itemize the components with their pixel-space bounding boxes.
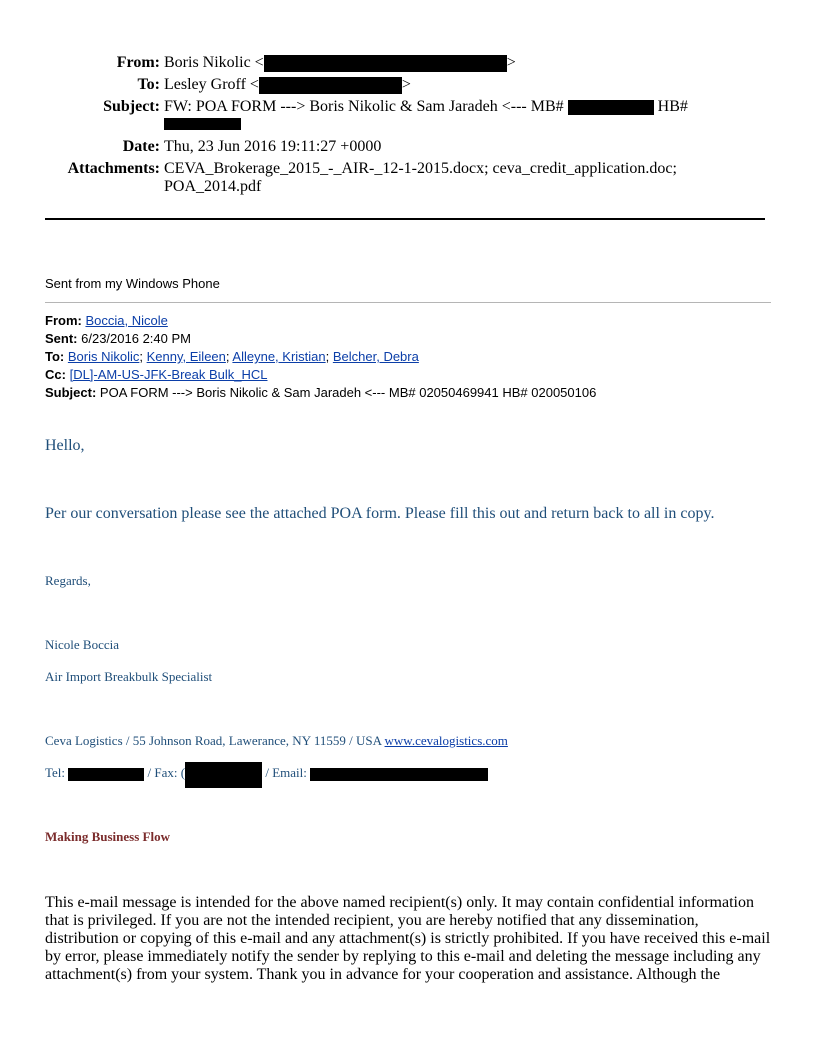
redacted-email — [264, 55, 507, 72]
sender-link[interactable]: Boccia, Nicole — [85, 313, 168, 328]
redacted-phone — [68, 768, 144, 781]
recipient-link[interactable]: Alleyne, Kristian — [232, 349, 326, 364]
subject-value — [164, 98, 764, 116]
redacted-email — [259, 77, 402, 94]
fax-label: / Fax: ( — [147, 765, 186, 780]
tel-label: Tel: — [45, 765, 66, 780]
forward-cc-row — [45, 366, 268, 384]
company-address: Ceva Logistics / 55 Johnson Road, Lawerance, NY 11559 / USA — [45, 733, 382, 748]
subject-text: FW: POA FORM ---> Boris Nikolic & Sam Jaradeh <--- MB# — [164, 98, 564, 115]
company-slogan: Making Business Flow — [45, 829, 170, 844]
forward-subject-row — [45, 384, 596, 402]
cc-link[interactable]: [DL]-AM-US-JFK-Break Bulk_HCL — [69, 367, 268, 382]
message-text: Per our conversation please see the attached POA form. Please fill this out and return back to all in copy. — [45, 505, 715, 522]
recipient-link[interactable]: Kenny, Eileen — [146, 349, 226, 364]
subject-label: Subject: — [103, 98, 160, 115]
to-bracket: > — [401, 76, 411, 93]
company-website-link[interactable]: www.cevalogistics.com — [384, 733, 508, 748]
signer-title: Air Import Breakbulk Specialist — [45, 669, 213, 684]
forward-from-row — [45, 312, 168, 330]
redacted-hb-number — [164, 118, 241, 130]
forward-divider — [45, 302, 771, 303]
regards: Regards, — [45, 573, 91, 588]
redacted-mb-number — [568, 100, 654, 115]
signer-name: Nicole Boccia — [45, 637, 119, 652]
forward-cc-label: Cc: — [45, 367, 66, 382]
greeting: Hello, — [45, 437, 85, 454]
to-label: To: — [137, 76, 160, 93]
company-address-row — [45, 733, 508, 749]
contact-row — [45, 765, 488, 781]
redacted-fax — [185, 762, 262, 788]
from-value — [164, 54, 764, 72]
email-label: / Email: — [265, 765, 307, 780]
date-label: Date: — [122, 138, 160, 155]
sent-from-text: Sent from my Windows Phone — [45, 276, 220, 291]
header-divider — [45, 218, 765, 220]
from-name: Boris Nikolic < — [164, 54, 264, 71]
to-value — [164, 76, 764, 94]
forward-from-label: From: — [45, 313, 82, 328]
to-name: Lesley Groff < — [164, 76, 259, 93]
redacted-email — [310, 768, 488, 781]
attachments-label: Attachments: — [67, 160, 160, 177]
forward-to-row: To: Boris Nikolic; Kenny, Eileen; Alleyne, Kristian; Belcher, Debra — [45, 349, 419, 364]
forward-sent-label: Sent: — [45, 331, 78, 346]
forward-sent-value: 6/23/2016 2:40 PM — [81, 331, 191, 346]
forward-sent-row — [45, 330, 191, 348]
disclaimer-text: This e-mail message is intended for the above named recipient(s) only. It may contain confidential information that is privileged. If you are not the intended recipient, you are hereby notified that any dissemination, distribution or copying of this e-mail and any attachment(s) is strictly prohibited. If you have received this e-mail by error, please immediately notify the sender by replying to this e-mail and deleting the message including any attachment(s) from your system. Thank you in advance for your cooperation and assistance. Although the — [45, 894, 771, 983]
forward-to-label: To: — [45, 349, 65, 364]
forward-subject-label: Subject: — [45, 385, 97, 400]
date-value: Thu, 23 Jun 2016 19:11:27 +0000 — [164, 138, 382, 155]
subject-hb: HB# — [657, 98, 688, 115]
from-bracket: > — [506, 54, 516, 71]
recipient-link[interactable]: Belcher, Debra — [332, 349, 419, 364]
recipient-link[interactable]: Boris Nikolic — [67, 349, 140, 364]
attachments-value: CEVA_Brokerage_2015_-_AIR-_12-1-2015.docx; ceva_credit_application.doc; POA_2014.pdf — [164, 160, 677, 195]
from-label: From: — [116, 54, 160, 71]
forward-subject-value: POA FORM ---> Boris Nikolic & Sam Jaradeh <--- MB# 02050469941 HB# 020050106 — [99, 385, 597, 400]
